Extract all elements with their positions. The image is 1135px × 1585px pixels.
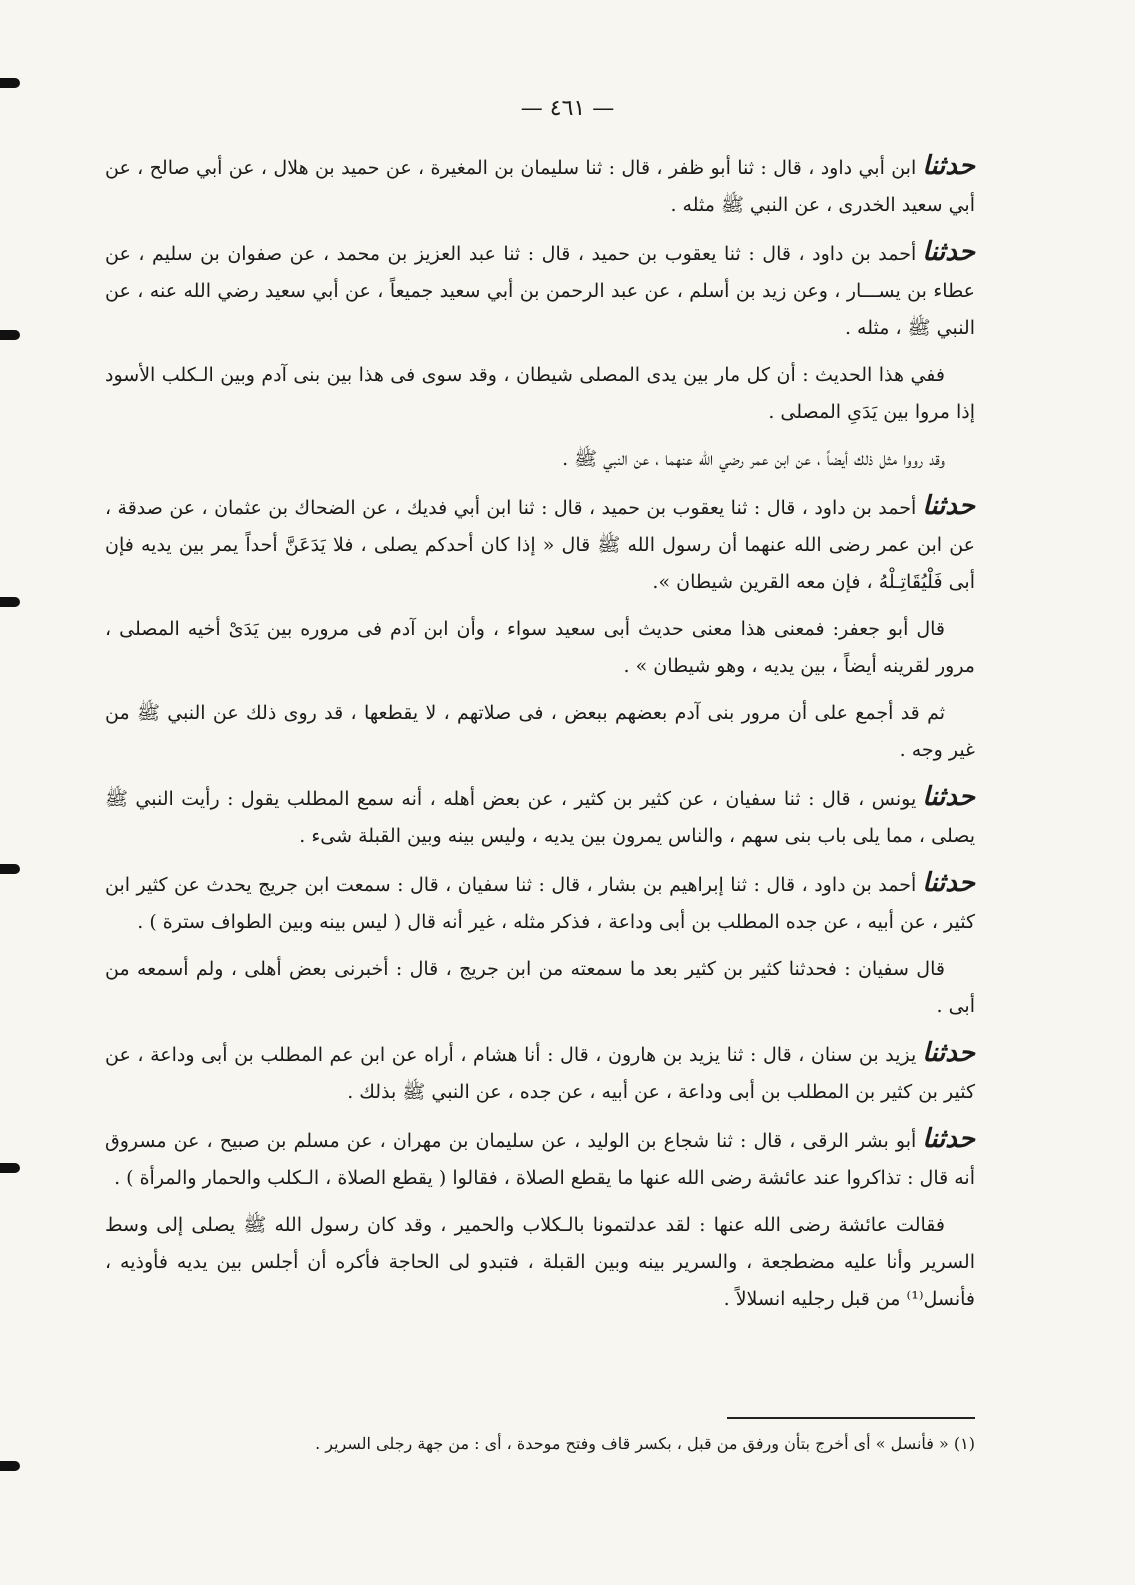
paragraph-lead: حدثنا (922, 237, 975, 267)
paragraph-lead: حدثنا (922, 782, 975, 812)
paragraph (105, 951, 975, 1025)
paragraph (105, 357, 975, 431)
paragraph-text: أحمد بن داود ، قال : ثنا يعقوب بن حميد ، قال : ثنا عبد العزيز بن محمد ، عن صفوان بن سليم ، عن عطاء بن يســـار ، وعن زيد بن أسلم ، عن عبد الرحمن بن أبي سعيد جميعاً ، عن أبي سعيد رضي الله عنه ، عن النبي ﷺ ، مثله . (105, 243, 975, 339)
paragraph-lead: حدثنا (922, 868, 975, 898)
paragraph (105, 488, 975, 601)
paragraph (105, 1121, 975, 1197)
margin-mark (0, 1163, 20, 1173)
margin-mark (0, 1461, 20, 1471)
paragraph (105, 865, 975, 941)
paragraph (105, 148, 975, 224)
footnote-rule (727, 1417, 975, 1419)
paragraph-text: يونس ، قال : ثنا سفيان ، عن كثير بن كثير ، عن بعض أهله ، أنه سمع المطلب يقول : رأيت النبي ﷺ يصلى ، مما يلى باب بنى سهم ، والناس يمرون بين يديه ، وليس بينه وبين القبلة شىء . (105, 788, 975, 847)
paragraph-text: أحمد بن داود ، قال : ثنا إبراهيم بن بشار ، قال : ثنا سفيان ، قال : سمعت ابن جريج يحدث عن كثير ابن كثير ، عن أبيه ، عن جده المطلب بن أبى وداعة ، فذكر مثله ، غير أنه قال ( ليس بينه وبين الطواف سترة ) . (105, 874, 975, 933)
paragraph-lead: حدثنا (922, 1124, 975, 1154)
paragraph-text: قال سفيان : فحدثنا كثير بن كثير بعد ما سمعته من ابن جريج ، قال : أخبرنى بعض أهلى ، ولم أسمعه من أبى . (105, 958, 975, 1017)
paragraph-text: قال أبو جعفر: فمعنى هذا معنى حديث أبى سعيد سواء ، وأن ابن آدم فى مروره بين يَدَىْ أخيه المصلى ، مرور لقرينه أيضاً ، بين يديه ، وهو شيطان » . (105, 618, 975, 677)
paragraph-lead: حدثنا (922, 1038, 975, 1068)
paragraph-lead: حدثنا (922, 151, 975, 181)
paragraph-text: وقد رووا مثل ذلك أيضاً ، عن ابن عمر رضي الله عنهما ، عن النبي ﷺ . (562, 448, 945, 470)
paragraph-text: ففي هذا الحديث : أن كل مار بين يدى المصلى شيطان ، وقد سوى فى هذا بين بنى آدم وبين الـكلب الأسود إذا مروا بين يَدَىِ المصلى . (105, 364, 975, 423)
paragraph (105, 441, 975, 478)
paragraph (105, 234, 975, 347)
paragraph-lead: حدثنا (922, 491, 975, 521)
paragraph-text: ثم قد أجمع على أن مرور بنى آدم بعضهم ببعض ، فى صلاتهم ، لا يقطعها ، قد روى ذلك عن النبي ﷺ من غير وجه . (105, 702, 975, 761)
paragraph-text: أبو بشر الرقى ، قال : ثنا شجاع بن الوليد ، عن سليمان بن مهران ، عن مسلم بن صبيح ، عن مسروق أنه قال : تذاكروا عند عائشة رضى الله عنها ما يقطع الصلاة ، فقالوا ( يقطع الصلاة ، الـكلب والحمار والمرأة ) . (105, 1130, 975, 1189)
paragraph (105, 1207, 975, 1318)
paragraph-text: أحمد بن داود ، قال : ثنا يعقوب بن حميد ، قال : ثنا ابن أبي فديك ، عن الضحاك بن عثمان ، عن صدقة ، عن ابن عمر رضى الله عنهما أن رسول الله ﷺ قال « إذا كان أحدكم يصلى ، فلا يَدَعَنَّ أحداً يمر بين يديه فإن أبى فَلْيُقَاتِـلْهُ ، فإن معه القرين شيطان ». (105, 497, 975, 593)
margin-mark (0, 597, 20, 607)
paragraph (105, 695, 975, 769)
margin-mark (0, 864, 20, 874)
paragraph-text: ابن أبي داود ، قال : ثنا أبو ظفر ، قال : ثنا سليمان بن المغيرة ، عن حميد بن هلال ، عن أبي صالح ، عن أبي سعيد الخدرى ، عن النبي ﷺ مثله . (105, 157, 975, 216)
paragraph (105, 779, 975, 855)
paragraph (105, 1035, 975, 1111)
margin-mark (0, 78, 20, 88)
page-number: — ٤٦١ — (520, 96, 615, 121)
paragraph-text: يزيد بن سنان ، قال : ثنا يزيد بن هارون ، قال : أنا هشام ، أراه عن ابن عم المطلب بن أبى وداعة ، عن كثير بن كثير بن المطلب بن أبى وداعة ، عن أبيه ، عن جده ، عن النبي ﷺ بذلك . (105, 1044, 975, 1103)
paragraph (105, 611, 975, 685)
main-text (105, 148, 975, 1328)
footnote: (١) « فأنسل » أى أخرج بتأن ورفق من قبل ، بكسر قاف وفتح موحدة ، أى : من جهة رجلى السرير . (315, 1434, 975, 1453)
margin-mark (0, 330, 20, 340)
paragraph-text: فقالت عائشة رضى الله عنها : لقد عدلتمونا بالـكلاب والحمير ، وقد كان رسول الله ﷺ يصلى إلى وسط السرير وأنا عليه مضطجعة ، والسرير بينه وبين القبلة ، فتبدو لى الحاجة فأكره أن أجلس بين يديه فأوذيه ، فأنسل⁽¹⁾ من قبل رجليه انسلالاً . (105, 1214, 975, 1310)
